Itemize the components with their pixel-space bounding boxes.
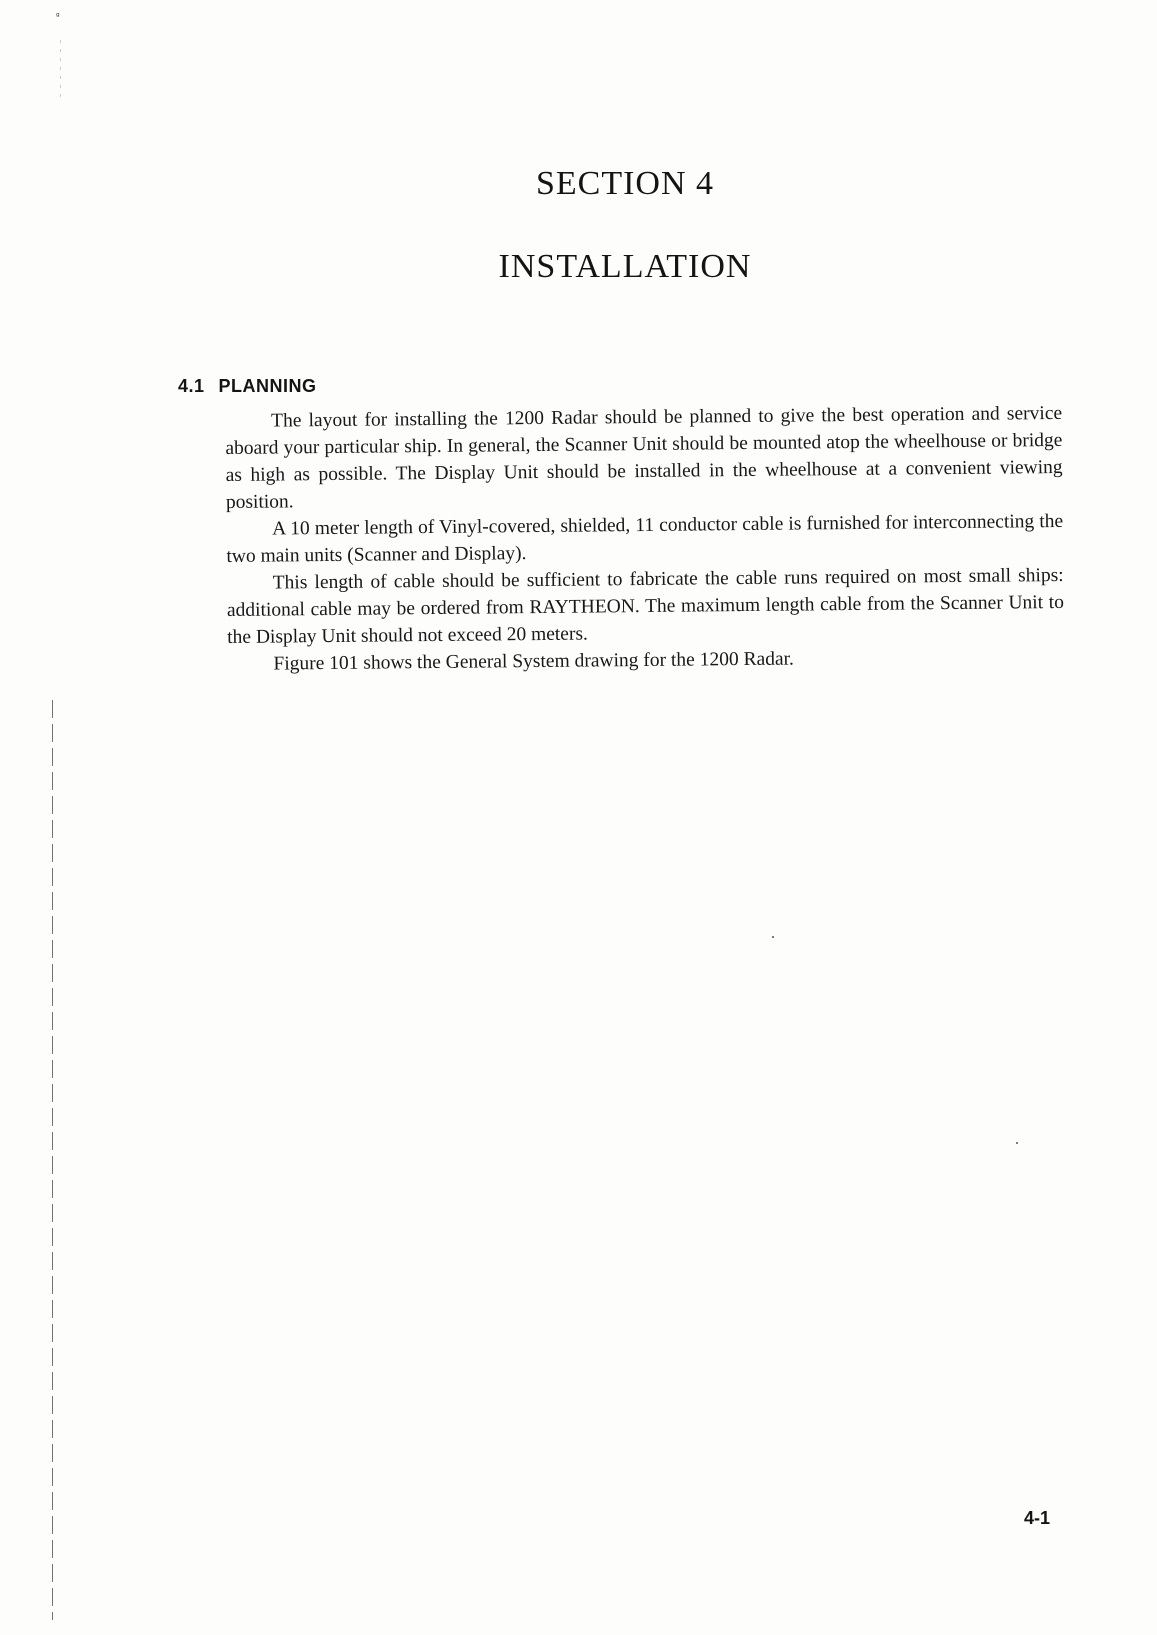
- paragraph-layout: The layout for installing the 1200 Radar should be planned to give the best operation and service aboard your particular ship. In general, the Scanner Unit should be mounted atop the wheelhouse or bridge as high as possible. The Display Unit should be installed in the wheelhouse at a convenient viewing position.: [225, 402, 1063, 513]
- subsection-heading: [178, 376, 317, 397]
- paragraph-figure-reference: Figure 101 shows the General System drawing for the 1200 Radar.: [273, 648, 794, 675]
- scan-speck: [772, 936, 774, 938]
- section-number-heading: SECTION 4: [535, 165, 715, 202]
- scan-edge-mark: [52, 700, 53, 1620]
- scan-speck: [1016, 1142, 1018, 1144]
- subsection-number: 4.1: [178, 376, 205, 396]
- section-name-heading: INSTALLATION: [498, 248, 752, 285]
- page-number: 4-1: [1024, 1508, 1051, 1528]
- paragraph-cable-furnished: A 10 meter length of Vinyl-covered, shielded, 11 conductor cable is furnished for interconnecting the two main units (Scanner and Display).: [226, 510, 1064, 567]
- paragraph-cable-length: This length of cable should be sufficient to fabricate the cable runs required on most small ships: additional cable may be ordered from RAYTHEON. The maximum length cable from the Scanner Unit to the Display Unit should not exceed 20 meters.: [226, 564, 1065, 648]
- scan-mark: ᵍ: [56, 12, 60, 22]
- subsection-body: [225, 400, 1065, 678]
- scan-edge-mark-top: [60, 40, 61, 100]
- subsection-title: PLANNING: [218, 376, 317, 396]
